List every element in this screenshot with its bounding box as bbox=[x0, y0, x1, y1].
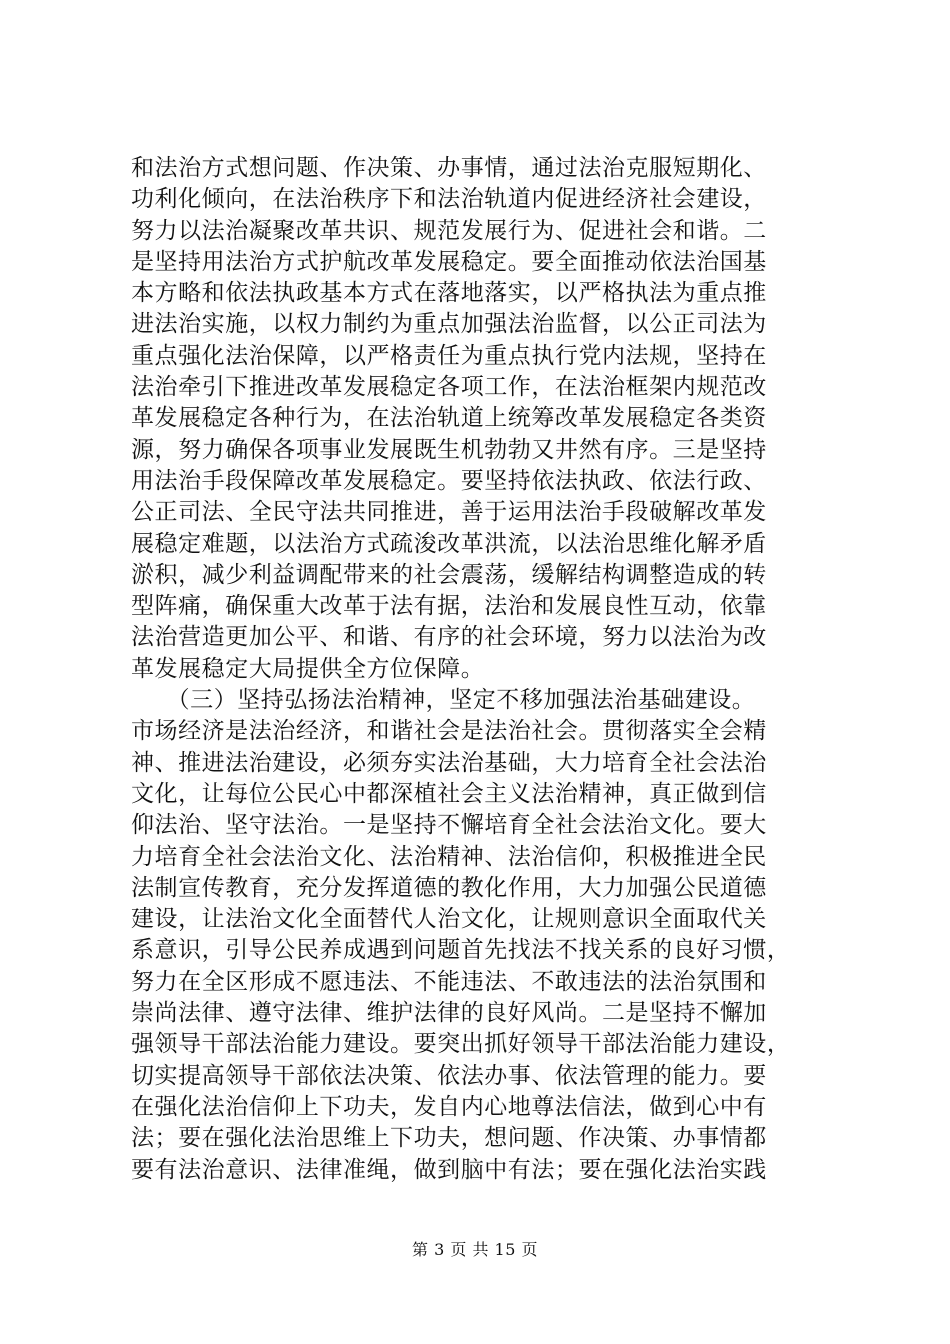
text-line: 努力以法治凝聚改革共识、规范发展行为、促进社会和谐。二 bbox=[131, 217, 767, 244]
text-line: 法；要在强化法治思维上下功夫，想问题、作决策、办事情都 bbox=[131, 1125, 767, 1152]
text-line: 用法治手段保障改革发展稳定。要坚持依法执政、依法行政、 bbox=[131, 467, 767, 494]
text-line: （三）坚持弘扬法治精神，坚定不移加强法治基础建设。 bbox=[131, 687, 756, 714]
text-line: 源，努力确保各项事业发展既生机勃勃又井然有序。三是坚持 bbox=[131, 436, 767, 463]
text-line: 力培育全社会法治文化、法治精神、法治信仰，积极推进全民 bbox=[131, 843, 767, 870]
text-line: 和法治方式想问题、作决策、办事情，通过法治克服短期化、 bbox=[131, 155, 767, 181]
text-line: 努力在全区形成不愿违法、不能违法、不敢违法的法治氛围和 bbox=[131, 968, 767, 995]
text-line: 建设，让法治文化全面替代人治文化，让规则意识全面取代关 bbox=[131, 906, 767, 933]
text-line: 进法治实施，以权力制约为重点加强法治监督，以公正司法为 bbox=[131, 311, 767, 338]
text-line: 革发展稳定各种行为，在法治轨道上统筹改革发展稳定各类资 bbox=[131, 405, 767, 432]
text-line: 法治牵引下推进改革发展稳定各项工作，在法治框架内规范改 bbox=[131, 374, 767, 401]
text-line: 崇尚法律、遵守法律、维护法律的良好风尚。二是坚持不懈加 bbox=[131, 1000, 767, 1027]
text-line: 本方略和依法执政基本方式在落地落实，以严格执法为重点推 bbox=[131, 280, 767, 307]
text-line: 文化，让每位公民心中都深植社会主义法治精神，真正做到信 bbox=[131, 780, 767, 807]
body-text bbox=[131, 153, 831, 1186]
text-line: 革发展稳定大局提供全方位保障。 bbox=[131, 655, 485, 682]
text-line: 公正司法、全民守法共同推进，善于运用法治手段破解改革发 bbox=[131, 499, 767, 526]
text-line: 要有法治意识、法律准绳，做到脑中有法；要在强化法治实践 bbox=[131, 1156, 767, 1183]
page-footer: 第 3 页 共 15 页 bbox=[412, 1240, 538, 1259]
text-line: 系意识，引导公民养成遇到问题首先找法不找关系的良好习惯， bbox=[131, 937, 791, 964]
text-line: 型阵痛，确保重大改革于法有据，法治和发展良性互动，依靠 bbox=[131, 593, 767, 620]
text-line: 法治营造更加公平、和谐、有序的社会环境，努力以法治为改 bbox=[131, 624, 767, 651]
text-line: 神、推进法治建设，必须夯实法治基础，大力培育全社会法治 bbox=[131, 749, 767, 776]
text-line: 市场经济是法治经济，和谐社会是法治社会。贯彻落实全会精 bbox=[131, 718, 767, 745]
text-line: 在强化法治信仰上下功夫，发自内心地尊法信法，做到心中有 bbox=[131, 1093, 767, 1120]
text-line: 重点强化法治保障，以严格责任为重点执行党内法规，坚持在 bbox=[131, 342, 767, 369]
text-line: 强领导干部法治能力建设。要突出抓好领导干部法治能力建设， bbox=[131, 1031, 791, 1058]
text-line: 展稳定难题，以法治方式疏浚改革洪流，以法治思维化解矛盾 bbox=[131, 530, 767, 557]
text-line: 法制宣传教育，充分发挥道德的教化作用，大力加强公民道德 bbox=[131, 874, 767, 901]
text-line: 仰法治、坚守法治。一是坚持不懈培育全社会法治文化。要大 bbox=[131, 812, 767, 839]
text-line: 淤积，减少利益调配带来的社会震荡，缓解结构调整造成的转 bbox=[131, 561, 767, 588]
text-line: 切实提高领导干部依法决策、依法办事、依法管理的能力。要 bbox=[131, 1062, 767, 1089]
text-line: 功利化倾向，在法治秩序下和法治轨道内促进经济社会建设， bbox=[131, 186, 767, 213]
text-line: 是坚持用法治方式护航改革发展稳定。要全面推动依法治国基 bbox=[131, 248, 767, 275]
